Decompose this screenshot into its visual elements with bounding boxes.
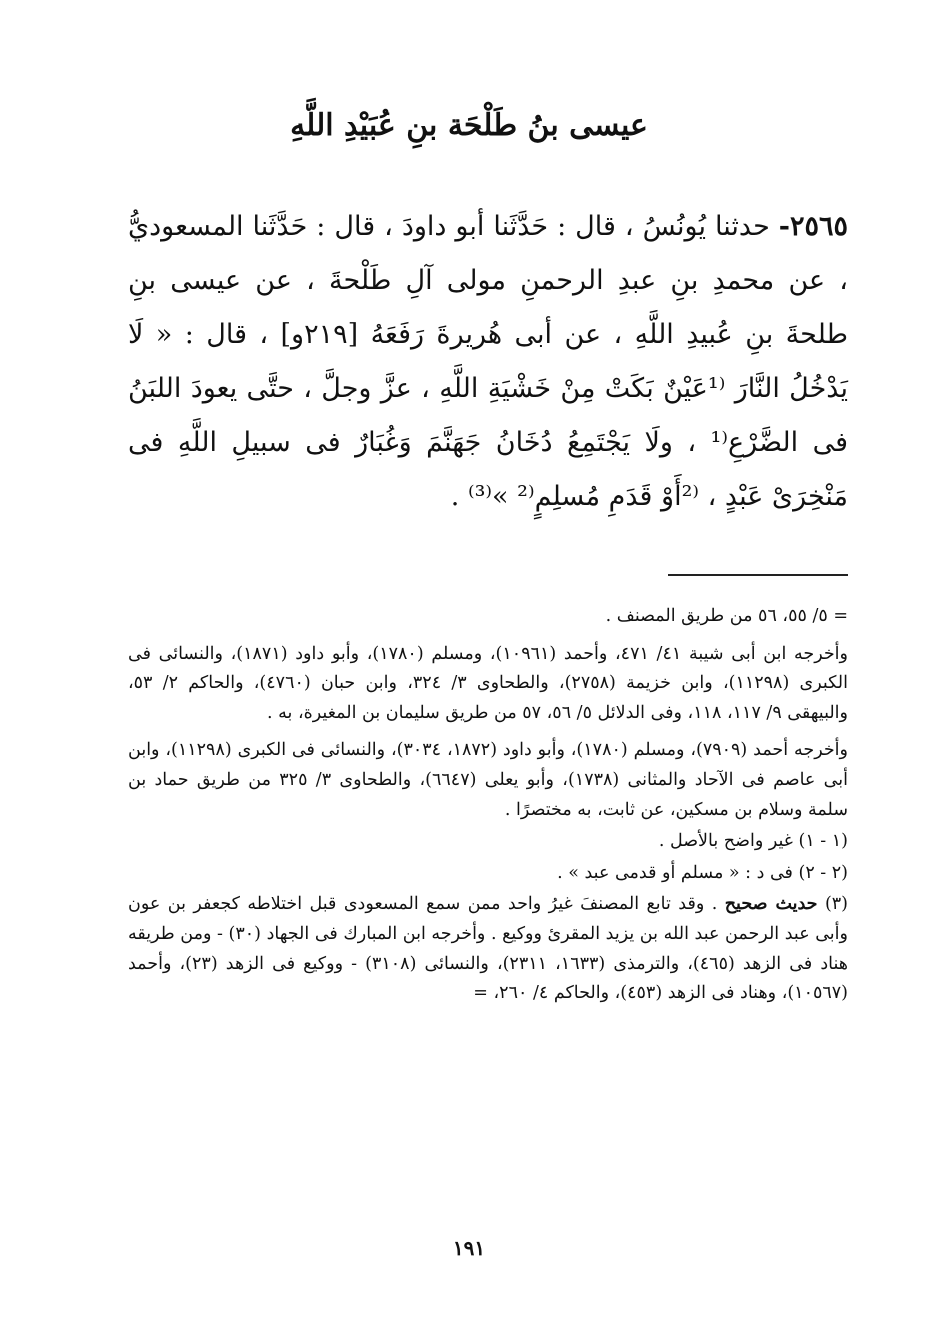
hadith-text-block (128, 200, 848, 524)
footnote-paragraph: وأخرجه ابن أبى شيبة ٤١/ ٤٧١، وأحمد (١٠٩٦١)، ومسلم (١٧٨٠)، وأبو داود (١٨٧١)، والنسائى فى الكبرى (١١٢٩٨)، وابن خزيمة (٢٧٥٨)، والطحاوى ٣/ ٣٢٤، وابن حبان (٤٧٦٠)، والحاكم ٢/ ٥٣، والبيهقى ٩/ ١١٧، ١١٨، وفى الدلائل ٥/ ٥٦، ٥٧ من طريق سليمان بن المغيرة، به . (128, 643, 849, 723)
footnote-2: (٢ - ٢) فى د : « مسلم أو قدمى عبد » . (557, 862, 848, 883)
footnote-3-text: . وقد تابع المصنفَ غيرُ واحد ممن سمع المسعودى قبل اختلاطه كجعفر بن عون وأبى عبد الرحمن عبد الله بن يزيد المقرئ ووكيع . وأخرجه ابن المبارك فى الجهاد (٣٠) - ومن طريقه هناد فى الزهد (٤٦٥)، والترمذى (١٦٣٣، ٢٣١١)، والنسائى (٣١٠٨) - ووكيع فى الزهد (٢٣)، وأحمد (١٠٥٦٧)، وهناد فى الزهد (٤٥٣)، والحاكم ٤/ ٢٦٠، = (128, 894, 848, 1004)
footnote-1: (١ - ١) غير واضح بالأصل . (658, 831, 848, 852)
footnote-continuation: = ٥/ ٥٥، ٥٦ من طريق المصنف . (605, 606, 848, 626)
hadith-body: حدثنا يُونُسُ ، قال : حَدَّثَنا أبو داودَ ، قال : حَدَّثَنا المسعوديُّ ، عن محمدِ بنِ عبدِ الرحمنِ مولى آلِ طَلْحةَ ، عن عيسى بنِ طلحةَ بنِ عُبيدِ اللَّهِ ، عن أبى هُريرةَ رَفَعَهُ [٢١٩و] ، قال : « لَا يَدْخُلُ النَّارَ ⁽¹عَيْنٌ بَكَتْ مِنْ خَشْيَةِ اللَّهِ ، عزَّ وجلَّ ، حتَّى يعودَ اللبَنُ فى الضَّرْعِ⁽¹ ، ولَا يَجْتَمِعُ دُخَانُ جَهَنَّمَ وَغُبَارٌ فى سبيلِ اللَّهِ فى مَنْخِرَىْ عَبْدٍ ، ⁽²أَوْ قَدَمِ مُسلِمٍ⁽² »⁽³⁾ . (128, 211, 849, 512)
page-number: ١٩١ (452, 1236, 486, 1260)
footnote-3-label: (٣) (824, 894, 848, 915)
footnotes (128, 602, 848, 1017)
chapter-title: عيسى بنُ طَلْحَة بنِ عُبَيْدِ اللَّهِ (290, 108, 648, 143)
footnote-divider (668, 574, 848, 576)
footnote-paragraph: وأخرجه أحمد (٧٩٠٩)، ومسلم (١٧٨٠)، وأبو داود (١٨٧٢، ٣٠٣٤)، والنسائى فى الكبرى (١١٢٩٨)، وابن أبى عاصم فى الآحاد والمثانى (١٧٣٨)، وأبو يعلى (٦٦٤٧)، والطحاوى ٣/ ٣٢٥ من طريق حماد بن سلمة وسلام بن مسكين، عن ثابت، به مختصرًا . (128, 740, 848, 820)
hadith-number: ٢٥٦٥- (778, 211, 848, 242)
footnote-3-grade: حديث صحيح (724, 894, 818, 915)
footnote-3 (128, 890, 848, 1008)
